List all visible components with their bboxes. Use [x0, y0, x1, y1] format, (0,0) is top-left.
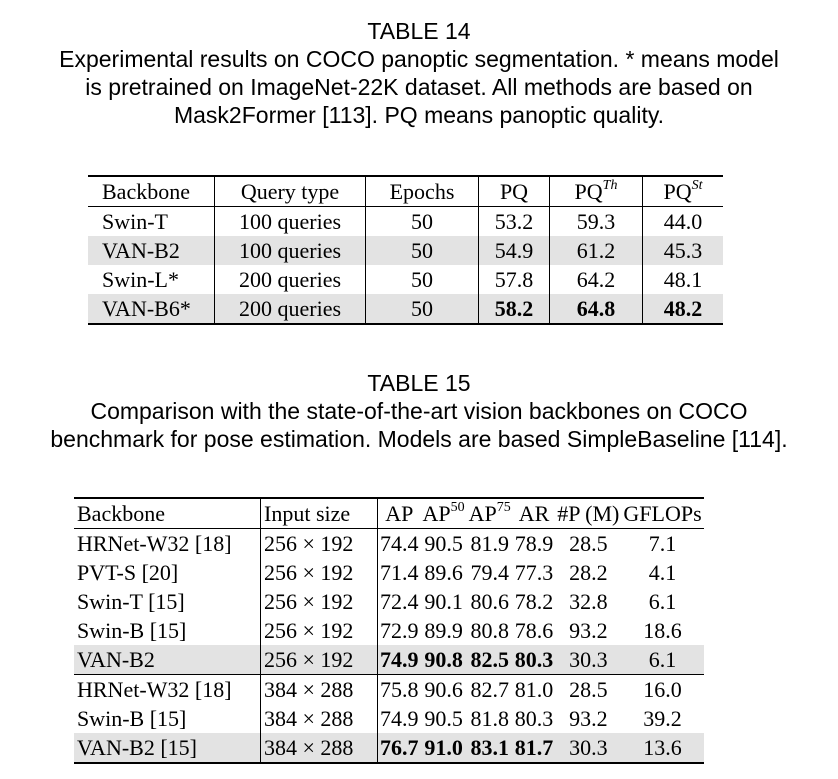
- cell-ap75: 79.4: [470, 560, 509, 585]
- cell-backbone: Swin-B [15]: [74, 616, 261, 645]
- table15-label: TABLE 15: [367, 370, 471, 396]
- cell-backbone: Swin-B [15]: [74, 704, 261, 733]
- cell-ap75: 81.9: [470, 531, 509, 556]
- table14-caption-line: Experimental results on COCO panoptic segmentation. * means model: [59, 46, 779, 72]
- cell-gflops: 7.1: [648, 531, 677, 556]
- col-params-header: #P (M): [555, 498, 621, 529]
- cell-ap50: 90.1: [424, 589, 463, 614]
- cell-input: 256 × 192: [261, 645, 378, 675]
- cell-ap50: 91.0: [421, 733, 467, 763]
- cell-input: 256 × 192: [261, 616, 378, 645]
- cell-input: 384 × 288: [261, 733, 378, 763]
- cell-ap50: 90.5: [424, 531, 463, 556]
- cell-ar: 80.3: [514, 706, 554, 731]
- table-row: [88, 236, 723, 265]
- cell-ap: 72.4: [380, 589, 419, 614]
- table-row: [74, 558, 704, 587]
- cell-ap: 75.8: [378, 675, 421, 705]
- cell-ar: 77.3: [514, 560, 554, 585]
- cell-query: 100 queries: [215, 236, 366, 265]
- cell-params: 28.5: [555, 675, 621, 705]
- cell-backbone: PVT-S [20]: [74, 558, 261, 587]
- cell-epochs: 50: [366, 265, 479, 294]
- cell-backbone: Swin-L*: [88, 265, 215, 294]
- cell-pqth: 64.2: [550, 265, 643, 294]
- cell-backbone: Swin-T: [88, 207, 215, 237]
- cell-input: 384 × 288: [261, 704, 378, 733]
- cell-ar: 81.0: [513, 675, 556, 705]
- table-row: [74, 616, 704, 645]
- cell-query: 200 queries: [215, 265, 366, 294]
- cell-backbone: HRNet-W32 [18]: [74, 675, 261, 705]
- cell-params: 28.2: [569, 560, 608, 585]
- cell-gflops: 6.1: [648, 589, 677, 614]
- cell-ap: 76.7: [378, 733, 421, 763]
- col-epochs-header: Epochs: [366, 176, 479, 207]
- cell-input: 384 × 288: [261, 675, 378, 705]
- cell-ap50: 89.9: [424, 618, 463, 643]
- cell-pqst: 48.2: [643, 294, 724, 324]
- table-row: [74, 675, 704, 705]
- cell-ap75: 80.8: [470, 618, 509, 643]
- cell-ap75: 83.1: [467, 733, 513, 763]
- table15: [74, 497, 704, 764]
- table15-caption: [0, 369, 838, 453]
- cell-ap: 74.9: [380, 706, 419, 731]
- table14-header-row: [88, 176, 723, 207]
- col-input-header: Input size: [261, 498, 378, 529]
- table-row: [74, 587, 704, 616]
- cell-gflops: 4.1: [648, 560, 677, 585]
- cell-ar: 78.9: [514, 531, 554, 556]
- cell-gflops: 18.6: [643, 618, 682, 643]
- cell-ap50: 89.6: [424, 560, 463, 585]
- cell-input: 256 × 192: [261, 558, 378, 587]
- cell-params: 30.3: [555, 733, 621, 763]
- cell-epochs: 50: [366, 294, 479, 324]
- cell-pq: 53.2: [479, 207, 550, 237]
- table-row: [74, 529, 704, 559]
- cell-ap: 71.4: [380, 560, 419, 585]
- cell-epochs: 50: [366, 207, 479, 237]
- cell-ap75: 80.6: [470, 589, 509, 614]
- table14-caption-line: is pretrained on ImageNet-22K dataset. All methods are based on: [85, 74, 753, 100]
- col-backbone-header: Backbone: [88, 176, 215, 207]
- cell-pqth: 64.8: [550, 294, 643, 324]
- cell-backbone: VAN-B2: [74, 645, 261, 675]
- cell-gflops: 13.6: [621, 733, 703, 763]
- table-row: [74, 645, 704, 675]
- cell-pqth: 59.3: [550, 207, 643, 237]
- cell-pqst: 44.0: [663, 209, 703, 234]
- cell-ap50: 90.8: [421, 645, 467, 675]
- col-query-header: Query type: [215, 176, 366, 207]
- col-backbone-header: Backbone: [74, 498, 261, 529]
- col-ap50-header: AP$^{50}$: [421, 498, 467, 529]
- col-pq-header: PQ: [479, 176, 550, 207]
- cell-pq: 57.8: [479, 265, 550, 294]
- cell-ap: 74.9: [378, 645, 421, 675]
- cell-ar: 80.3: [513, 645, 556, 675]
- cell-ar: 78.2: [514, 589, 554, 614]
- cell-ap75: 82.7: [467, 675, 513, 705]
- cell-pqst: 45.3: [643, 236, 724, 265]
- table14-caption-line: Mask2Former [113]. PQ means panoptic quality.: [173, 102, 665, 128]
- cell-pq: 58.2: [479, 294, 550, 324]
- col-ar-header: AR: [513, 498, 556, 529]
- cell-gflops: 39.2: [643, 706, 682, 731]
- cell-ar: 81.7: [513, 733, 556, 763]
- cell-ar: 78.6: [514, 618, 554, 643]
- cell-params: 93.2: [569, 706, 608, 731]
- table14-label: TABLE 14: [367, 18, 471, 44]
- table-row: [88, 265, 723, 294]
- cell-backbone: VAN-B6*: [88, 294, 215, 324]
- table-row: [88, 207, 723, 237]
- table14-caption: [0, 17, 838, 129]
- cell-ap75: 81.8: [470, 706, 509, 731]
- col-pqth-header: $PQ^{Th}$: [550, 176, 643, 207]
- cell-params: 32.8: [569, 589, 608, 614]
- cell-query: 200 queries: [215, 294, 366, 324]
- cell-backbone: VAN-B2 [15]: [74, 733, 261, 763]
- col-gflops-header: GFLOPs: [621, 498, 703, 529]
- cell-query: 100 queries: [215, 207, 366, 237]
- cell-ap75: 82.5: [467, 645, 513, 675]
- cell-pq: 54.9: [479, 236, 550, 265]
- table15-header-row: [74, 498, 704, 529]
- cell-params: 30.3: [555, 645, 621, 675]
- cell-ap: 72.9: [380, 618, 419, 643]
- table14: [88, 175, 723, 325]
- cell-input: 256 × 192: [261, 587, 378, 616]
- cell-pqst: 48.1: [663, 267, 703, 292]
- col-ap75-header: AP$^{75}$: [467, 498, 513, 529]
- cell-backbone: VAN-B2: [88, 236, 215, 265]
- col-ap-header: AP: [378, 498, 421, 529]
- table15-caption-line: Comparison with the state-of-the-art vision backbones on COCO: [90, 398, 748, 424]
- cell-ap: 74.4: [380, 531, 419, 556]
- cell-gflops: 16.0: [621, 675, 703, 705]
- cell-pqth: 61.2: [550, 236, 643, 265]
- cell-ap50: 90.5: [424, 706, 463, 731]
- cell-gflops: 6.1: [621, 645, 703, 675]
- cell-backbone: HRNet-W32 [18]: [74, 529, 261, 559]
- cell-ap50: 90.6: [421, 675, 467, 705]
- cell-params: 28.5: [569, 531, 608, 556]
- cell-input: 256 × 192: [261, 529, 378, 559]
- table15-caption-line: benchmark for pose estimation. Models are based SimpleBaseline [114].: [50, 426, 788, 452]
- cell-backbone: Swin-T [15]: [74, 587, 261, 616]
- cell-epochs: 50: [366, 236, 479, 265]
- table-row: [74, 704, 704, 733]
- col-pqst-header: $PQ^{St}$: [643, 176, 724, 207]
- table-row: [88, 294, 723, 324]
- cell-params: 93.2: [569, 618, 608, 643]
- table-row: [74, 733, 704, 763]
